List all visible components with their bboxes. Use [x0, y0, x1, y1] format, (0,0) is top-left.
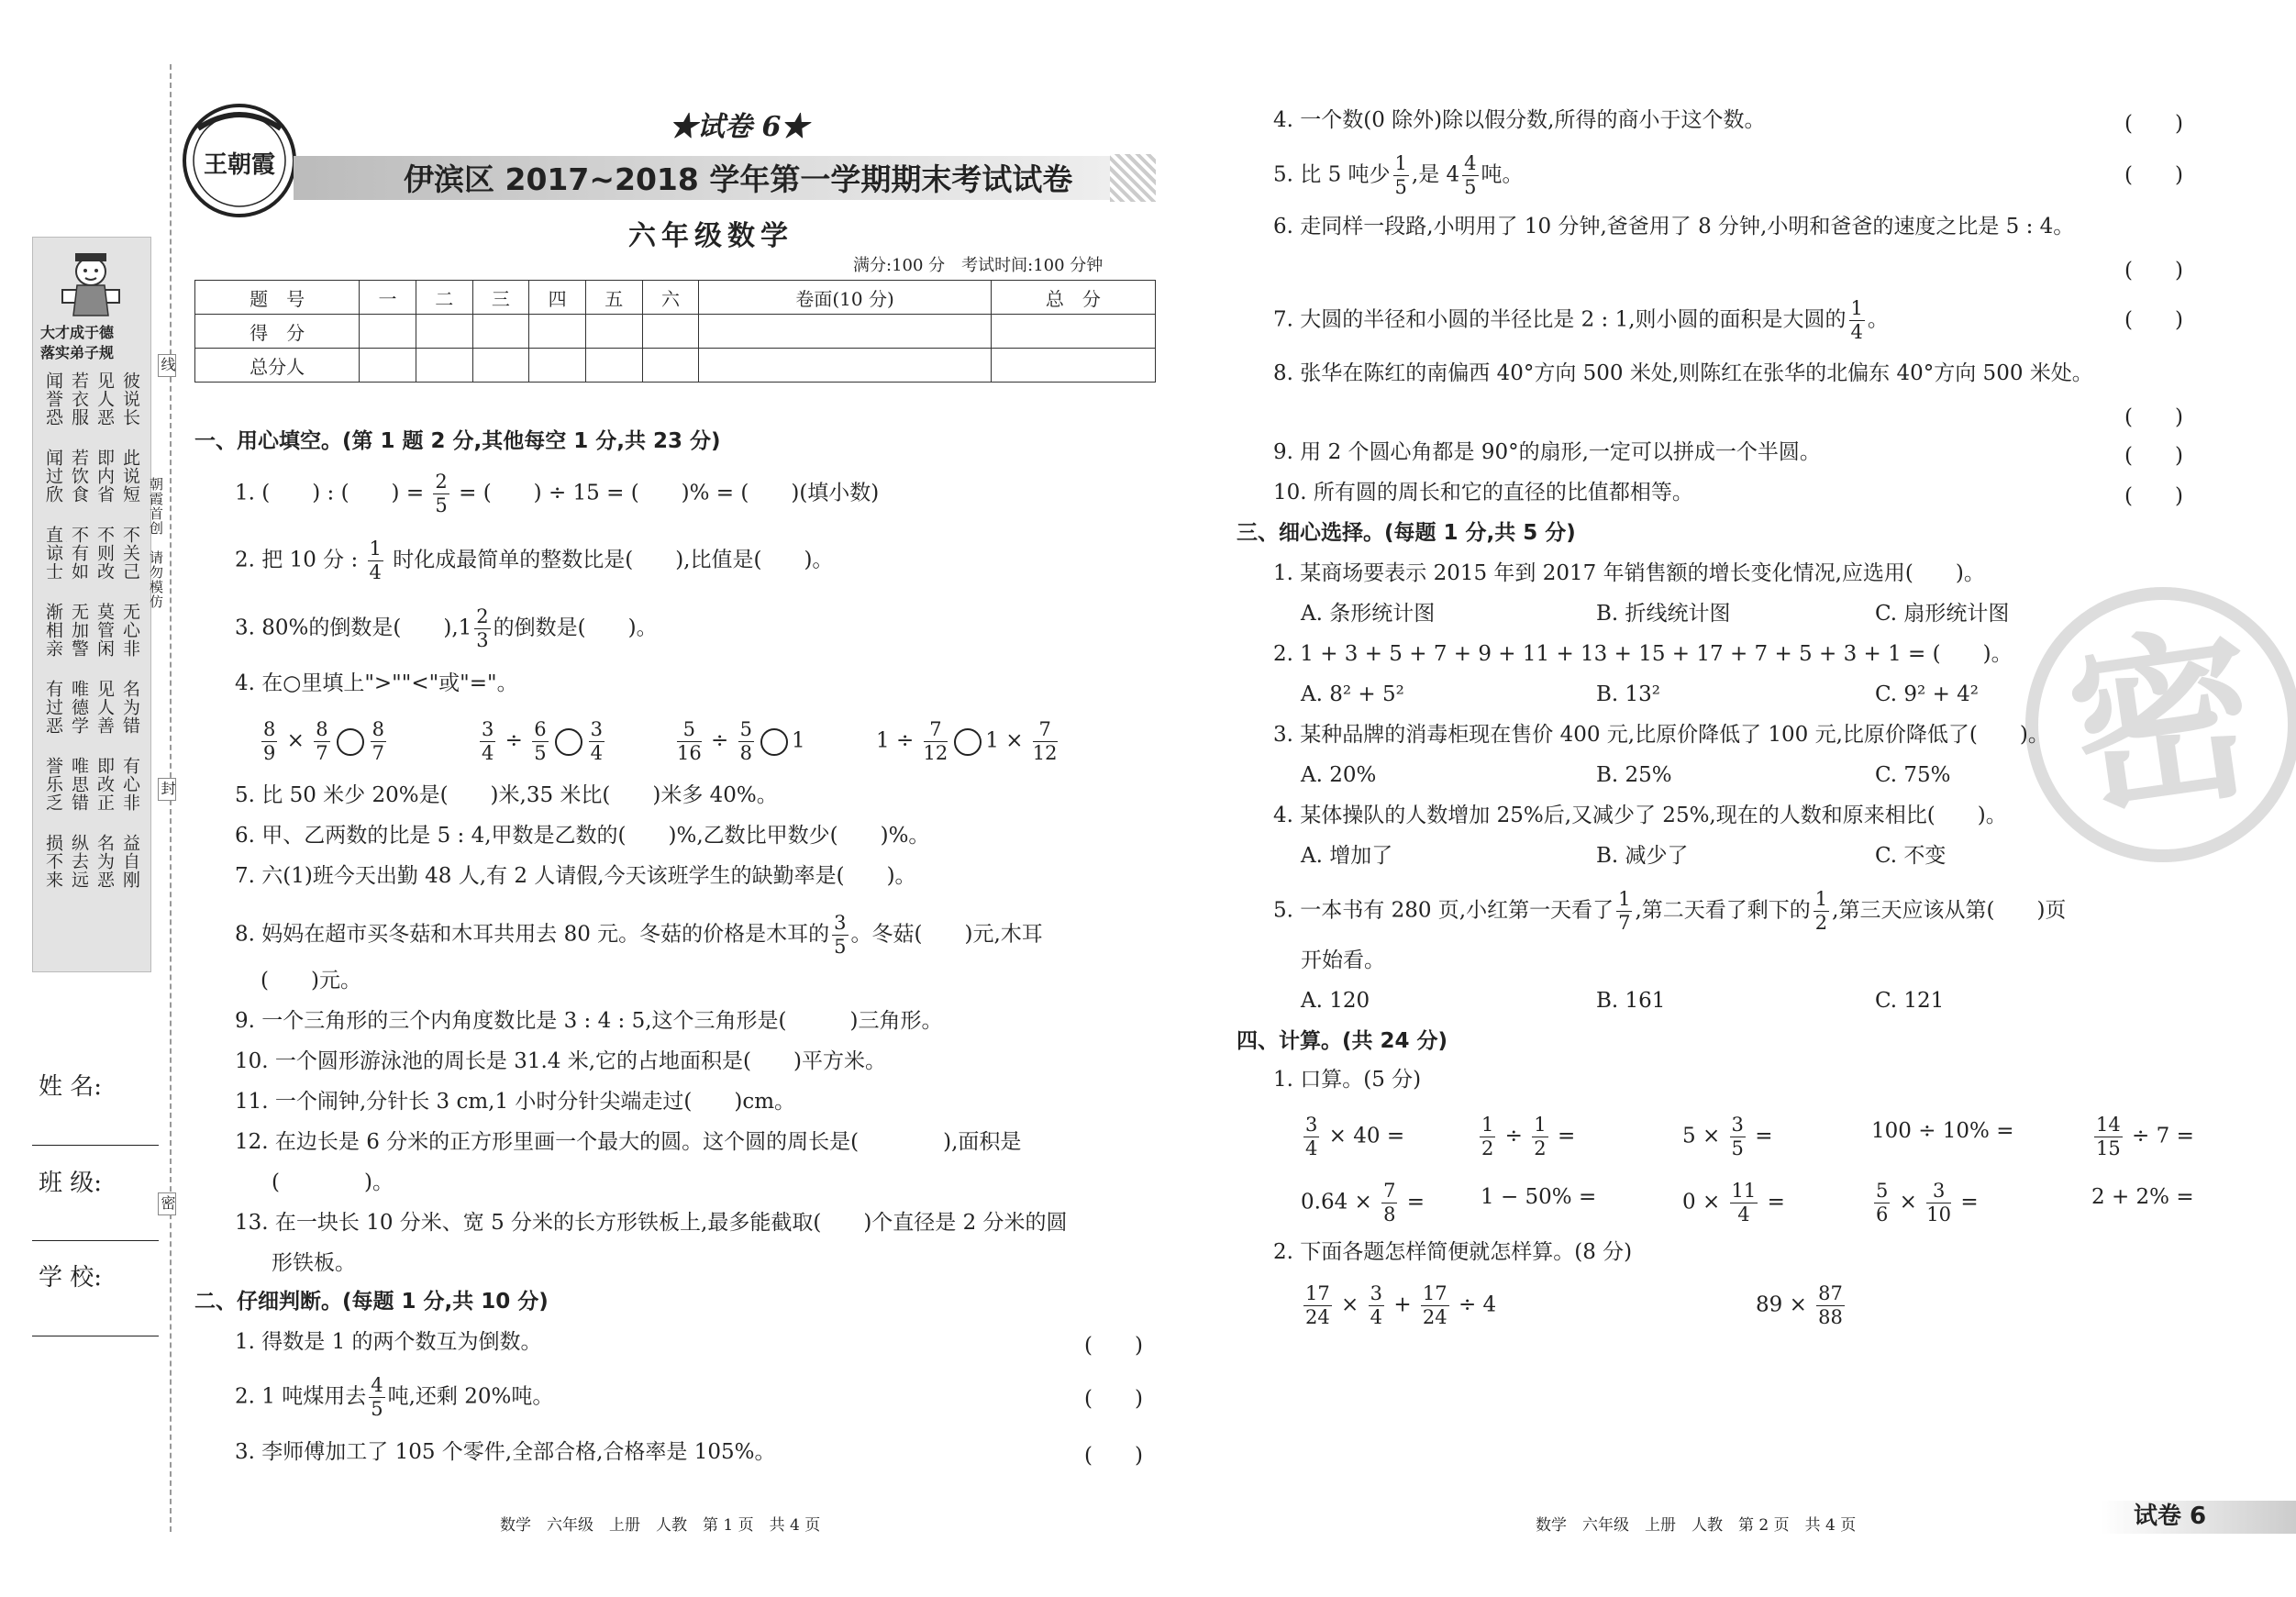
score-cell[interactable] — [529, 315, 586, 349]
verse-column: 即改正 — [94, 757, 115, 812]
calc-2: $\frac{1}{2}$ ÷ $\frac{1}{2}$ = — [1481, 1114, 1576, 1159]
score-table — [194, 280, 1156, 383]
s2-q2-text-a: 2. 1 吨煤用去 — [235, 1384, 367, 1409]
s3-q2-opt-b[interactable]: B. 13² — [1596, 682, 1661, 706]
s2-q7-text-b: 。 — [1867, 307, 1889, 332]
answer-paren[interactable]: ( ) — [1084, 1444, 1143, 1468]
s1-q11: 11. 一个闹钟,分针长 3 cm,1 小时分针尖端走过( )cm。 — [235, 1090, 796, 1114]
verse-column: 直谅士 — [43, 526, 63, 581]
s2-q8: 8. 张华在陈红的南偏西 40°方向 500 米处,则陈红在张华的北偏东 40°方向 500 米处。 — [1273, 361, 2093, 385]
s1-q4-compare-4: 1 ÷ $\frac{7}{12}$ 1 × $\frac{7}{12}$ — [876, 718, 1058, 764]
section3-heading: 三、细心选择。(每题 1 分,共 5 分) — [1237, 521, 1576, 545]
class-label: 班 级: — [39, 1170, 103, 1197]
calc-1: $\frac{3}{4}$ × 40 = — [1305, 1114, 1405, 1159]
s1-q12-cont: ( )。 — [272, 1170, 394, 1194]
s1-q4: 4. 在○里填上">""<"或"="。 — [235, 671, 518, 695]
score-cell[interactable] — [699, 315, 991, 349]
sidebar-motto-1: 大才成于德 — [40, 324, 115, 341]
s1-q8-cont: ( )元。 — [261, 969, 361, 993]
score-cell[interactable] — [585, 315, 642, 349]
verse-column: 彼说长 — [120, 372, 140, 427]
score-cell[interactable] — [991, 315, 1155, 349]
s3-q4: 4. 某体操队的人数增加 25%后,又减少了 25%,现在的人数和原来相比( )。 — [1273, 804, 2007, 827]
score-cell[interactable] — [642, 315, 699, 349]
fraction: $\frac{2}{5}$ — [435, 471, 448, 516]
s3-q1: 1. 某商场要表示 2015 年到 2017 年销售额的增长变化情况,应选用( )。 — [1273, 561, 1985, 585]
s4-sub1: 1. 口算。(5 分) — [1273, 1068, 1422, 1092]
verse-column: 闻过欣 — [43, 449, 63, 504]
verse-column: 不关己 — [120, 526, 140, 581]
verse-column: 无加警 — [69, 603, 89, 658]
subject-title: 六年级数学 — [628, 220, 793, 252]
calc-8: 0 × $\frac{11}{4}$ = — [1682, 1180, 1785, 1225]
s1-q1 — [235, 472, 879, 516]
fraction: $\frac{4}{5}$ — [1464, 152, 1477, 198]
s3-q1-opt-b[interactable]: B. 折线统计图 — [1596, 602, 1731, 626]
answer-paren[interactable]: ( ) — [2124, 163, 2183, 187]
calc-4: 100 ÷ 10% = — [1871, 1119, 2014, 1143]
s2-q2-text-b: 吨,还剩 20%吨。 — [387, 1384, 554, 1409]
score-row — [195, 349, 1156, 383]
answer-paren[interactable]: ( ) — [2124, 308, 2183, 332]
score-header-cell: 三 — [472, 281, 529, 315]
fold-mark-xian: 线 — [158, 354, 176, 377]
score-cell[interactable] — [529, 349, 586, 383]
score-row — [195, 315, 1156, 349]
s3-q2-opt-a[interactable]: A. 8² + 5² — [1301, 682, 1404, 706]
s1-q1-text-b: = ( ) ÷ 15 = ( )% = ( )(填小数) — [459, 481, 880, 505]
s1-q8 — [235, 914, 1043, 957]
verse-column: 不有如 — [69, 526, 89, 581]
fraction: $\frac{3}{5}$ — [834, 912, 847, 958]
footer-left: 数学 六年级 上册 人教 第 1 页 共 4 页 — [500, 1516, 821, 1535]
s1-q9: 9. 一个三角形的三个内角度数比是 3 : 4 : 5,这个三角形是( )三角形。 — [235, 1009, 943, 1033]
fraction: $\frac{1}{5}$ — [1394, 152, 1407, 198]
s1-q4-compare-1: $\frac{8}{9}$ × $\frac{8}{7}$ $\frac{8}{7}$ — [263, 718, 385, 764]
s3-q4-opt-a[interactable]: A. 增加了 — [1301, 844, 1393, 868]
s1-q2-text-a: 2. 把 10 分 : — [235, 548, 359, 572]
verse-column: 有心非 — [120, 757, 140, 812]
simplify-2: 89 × $\frac{87}{88}$ — [1756, 1282, 1843, 1328]
s3-q2: 2. 1 + 3 + 5 + 7 + 9 + 11 + 13 + 15 + 17 + 7 + 5 + 3 + 1 = ( )。 — [1273, 642, 2013, 666]
s3-q5-opt-c[interactable]: C. 121 — [1875, 989, 1945, 1013]
sidebar-verses — [40, 372, 141, 959]
score-cell[interactable] — [585, 349, 642, 383]
verse-column: 名为错 — [120, 680, 140, 735]
answer-paren[interactable]: ( ) — [2124, 444, 2183, 468]
score-cell[interactable] — [360, 349, 416, 383]
fraction: $\frac{2}{3}$ — [476, 605, 489, 651]
s3-q3-opt-b[interactable]: B. 25% — [1596, 763, 1672, 787]
compare-circle[interactable] — [555, 728, 582, 756]
s1-q4-compare-3: $\frac{5}{16}$ ÷ $\frac{5}{8}$ 1 — [677, 718, 805, 764]
score-cell[interactable] — [699, 349, 991, 383]
answer-paren[interactable]: ( ) — [1084, 1387, 1143, 1411]
copyright-note: 朝霞首创 请勿模仿 — [148, 477, 164, 609]
verse-column: 誉乐乏 — [43, 757, 63, 812]
answer-paren[interactable]: ( ) — [2124, 405, 2183, 429]
s1-q13: 13. 在一块长 10 分米、宽 5 分米的长方形铁板上,最多能截取( )个直径是 2 分米的圆 — [235, 1211, 1068, 1235]
stamp-char: 密 — [2057, 605, 2269, 843]
fraction: $\frac{1}{7}$ — [1618, 888, 1631, 934]
s2-q7 — [1273, 299, 1889, 342]
s1-q2-text-b: 时化成最简单的整数比是( ),比值是( )。 — [393, 548, 834, 572]
verse-column: 唯德学 — [69, 680, 89, 735]
verse-column: 渐相亲 — [43, 603, 63, 658]
s2-q5-text-b: ,是 4 — [1411, 162, 1460, 187]
score-header-cell: 二 — [416, 281, 472, 315]
s2-q10: 10. 所有圆的周长和它的直径的比值都相等。 — [1273, 481, 1693, 505]
simplify-1: $\frac{17}{24}$ × $\frac{3}{4}$ + $\frac{17}{24}$ ÷ 4 — [1305, 1282, 1497, 1328]
verse-column: 名为恶 — [94, 834, 115, 889]
score-header-cell: 六 — [642, 281, 699, 315]
score-row-label: 总分人 — [195, 349, 360, 383]
s2-q3: 3. 李师傅加工了 105 个零件,全部合格,合格率是 105%。 — [235, 1440, 776, 1464]
score-header-cell: 题 号 — [195, 281, 360, 315]
logo — [180, 101, 299, 220]
s1-q6: 6. 甲、乙两数的比是 5 : 4,甲数是乙数的( )%,乙数比甲数少( )%。 — [235, 824, 930, 848]
s3-q5 — [1273, 890, 2066, 933]
calc-3: 5 × $\frac{3}{5}$ = — [1682, 1114, 1773, 1159]
s1-q3-text-a: 3. 80%的倒数是( ),1 — [235, 616, 472, 640]
svg-text:王朝霞: 王朝霞 — [203, 151, 276, 179]
score-cell[interactable] — [360, 315, 416, 349]
s1-q2 — [235, 539, 833, 582]
verse-column: 益自刚 — [120, 834, 140, 889]
verse-column: 见人善 — [94, 680, 115, 735]
secret-stamp — [2025, 587, 2296, 862]
s3-q5-opt-a[interactable]: A. 120 — [1301, 989, 1370, 1013]
fraction: $\frac{1}{2}$ — [1814, 888, 1828, 934]
exam-title: 伊滨区 2017~2018 学年第一学期期末考试试卷 — [404, 161, 1073, 197]
class-line[interactable] — [32, 1240, 159, 1241]
s1-q1-text: 1. ( ) : ( ) = — [235, 481, 425, 505]
answer-paren[interactable]: ( ) — [2124, 484, 2183, 508]
answer-paren[interactable]: ( ) — [2124, 259, 2183, 283]
s2-q9: 9. 用 2 个圆心角都是 90°的扇形,一定可以拼成一个半圆。 — [1273, 440, 1821, 464]
compare-circle[interactable] — [760, 728, 788, 756]
s2-q5-text-a: 5. 比 5 吨少 — [1273, 162, 1391, 187]
section1-heading: 一、用心填空。(第 1 题 2 分,其他每空 1 分,共 23 分) — [194, 429, 721, 453]
sidebar-cartoon — [53, 246, 128, 319]
s3-q3-opt-c[interactable]: C. 75% — [1875, 763, 1951, 787]
section2-heading: 二、仔细判断。(每题 1 分,共 10 分) — [194, 1290, 549, 1314]
s3-q5-text-a: 5. 一本书有 280 页,小红第一天看了 — [1273, 898, 1614, 923]
calc-7: 1 − 50% = — [1481, 1185, 1597, 1209]
s1-q4-compare-2: $\frac{3}{4}$ ÷ $\frac{6}{5}$ $\frac{3}{4}$ — [482, 718, 604, 764]
calc-10: 2 + 2% = — [2091, 1185, 2194, 1209]
s2-q1: 1. 得数是 1 的两个数互为倒数。 — [235, 1330, 542, 1354]
s2-q6: 6. 走同样一段路,小明用了 10 分钟,爸爸用了 8 分钟,小明和爸爸的速度之比是 5 : 4。 — [1273, 215, 2075, 238]
s2-q5 — [1273, 154, 1524, 197]
verse-column: 唯思错 — [69, 757, 89, 812]
s3-q4-opt-b[interactable]: B. 减少了 — [1596, 844, 1689, 868]
verse-column: 若饮食 — [69, 449, 89, 504]
calc-5: $\frac{14}{15}$ ÷ 7 = — [2096, 1114, 2194, 1159]
fraction: $\frac{4}{5}$ — [371, 1374, 383, 1420]
score-cell[interactable] — [416, 349, 472, 383]
s1-q5: 5. 比 50 米少 20%是( )米,35 米比( )米多 40%。 — [235, 783, 778, 807]
score-header-cell: 卷面(10 分) — [699, 281, 991, 315]
score-cell[interactable] — [472, 349, 529, 383]
s3-q1-opt-c[interactable]: C. 扇形统计图 — [1875, 602, 2010, 626]
s1-q10: 10. 一个圆形游泳池的周长是 31.4 米,它的占地面积是( )平方米。 — [235, 1049, 886, 1073]
s1-q3 — [235, 607, 658, 650]
s2-q7-text-a: 7. 大圆的半径和小圆的半径比是 2 : 1,则小圆的面积是大圆的 — [1273, 307, 1847, 332]
verse-column: 有过恶 — [43, 680, 63, 735]
exam-meta: 满分:100 分 考试时间:100 分钟 — [853, 256, 1104, 275]
score-cell[interactable] — [991, 349, 1155, 383]
verse-column: 纵去远 — [69, 834, 89, 889]
title-banner-dots — [1110, 154, 1156, 202]
verse-column: 无心非 — [120, 603, 140, 658]
paper-tag: ★试卷 6★ — [670, 111, 809, 143]
verse-column: 此说短 — [120, 449, 140, 504]
score-header-row — [195, 281, 1156, 315]
score-header-cell: 一 — [360, 281, 416, 315]
s3-q5-text-b: ,第二天看了剩下的 — [1635, 898, 1811, 923]
verse-column: 若衣服 — [69, 372, 89, 427]
school-label: 学 校: — [39, 1264, 103, 1292]
section4-heading: 四、计算。(共 24 分) — [1237, 1029, 1448, 1053]
verse-grid — [40, 372, 141, 894]
s1-q13-cont: 形铁板。 — [272, 1251, 356, 1275]
score-cell[interactable] — [416, 315, 472, 349]
footer-tag: 试卷 6 — [2134, 1503, 2207, 1530]
verse-column: 损不来 — [43, 834, 63, 889]
calc-9: $\frac{5}{6}$ × $\frac{3}{10}$ = — [1876, 1180, 1979, 1225]
s1-q3-text-b: 的倒数是( )。 — [493, 616, 658, 640]
s3-q2-opt-c[interactable]: C. 9² + 4² — [1875, 682, 1980, 706]
fold-mark-feng: 封 — [158, 778, 176, 801]
s1-q8-text-b: 。冬菇( )元,木耳 — [850, 922, 1043, 947]
verse-column: 不则改 — [94, 526, 115, 581]
calc-6: 0.64 × $\frac{7}{8}$ = — [1301, 1180, 1425, 1225]
s3-q5-opt-b[interactable]: B. 161 — [1596, 989, 1666, 1013]
score-row-label: 得 分 — [195, 315, 360, 349]
s3-q3-opt-a[interactable]: A. 20% — [1301, 763, 1377, 787]
answer-paren[interactable]: ( ) — [1084, 1334, 1143, 1358]
answer-paren[interactable]: ( ) — [2124, 112, 2183, 136]
s2-q2 — [235, 1376, 553, 1419]
s1-q12: 12. 在边长是 6 分米的正方形里画一个最大的圆。这个圆的周长是( ),面积是 — [235, 1130, 1022, 1154]
verse-column: 见人恶 — [94, 372, 115, 427]
fold-mark-mi: 密 — [158, 1192, 176, 1215]
s1-q8-text-a: 8. 妈妈在超市买冬菇和木耳共用去 80 元。冬菇的价格是木耳的 — [235, 922, 830, 947]
verse-column: 闻誉恐 — [43, 372, 63, 427]
verse-column: 莫管闲 — [94, 603, 115, 658]
score-cell[interactable] — [472, 315, 529, 349]
verse-column: 即内省 — [94, 449, 115, 504]
s3-q5-cont: 开始看。 — [1301, 948, 1385, 972]
s3-q4-opt-c[interactable]: C. 不变 — [1875, 844, 1947, 868]
score-header-cell: 总 分 — [991, 281, 1155, 315]
compare-circle[interactable] — [954, 728, 982, 756]
footer-right: 数学 六年级 上册 人教 第 2 页 共 4 页 — [1536, 1516, 1857, 1535]
s2-q4: 4. 一个数(0 除外)除以假分数,所得的商小于这个数。 — [1273, 108, 1766, 132]
score-header-cell: 四 — [529, 281, 586, 315]
score-cell[interactable] — [642, 349, 699, 383]
sidebar-motto-2: 落实弟子规 — [40, 344, 115, 361]
score-header-cell: 五 — [585, 281, 642, 315]
name-line[interactable] — [32, 1145, 159, 1146]
s3-q3: 3. 某种品牌的消毒柜现在售价 400 元,比原价降低了 100 元,比原价降低了( )。 — [1273, 723, 2049, 747]
s2-q5-text-c: 吨。 — [1481, 162, 1524, 187]
s4-sub2: 2. 下面各题怎样简便就怎样算。(8 分) — [1273, 1240, 1633, 1264]
fraction: $\frac{1}{4}$ — [369, 538, 382, 583]
s3-q1-opt-a[interactable]: A. 条形统计图 — [1301, 602, 1436, 626]
compare-circle[interactable] — [337, 728, 364, 756]
s1-q7: 7. 六(1)班今天出勤 48 人,有 2 人请假,今天该班学生的缺勤率是( )。 — [235, 864, 916, 888]
name-label: 姓 名: — [39, 1073, 103, 1101]
s3-q5-text-c: ,第三天应该从第( )页 — [1832, 898, 2067, 923]
fraction: $\frac{1}{4}$ — [1850, 297, 1863, 343]
